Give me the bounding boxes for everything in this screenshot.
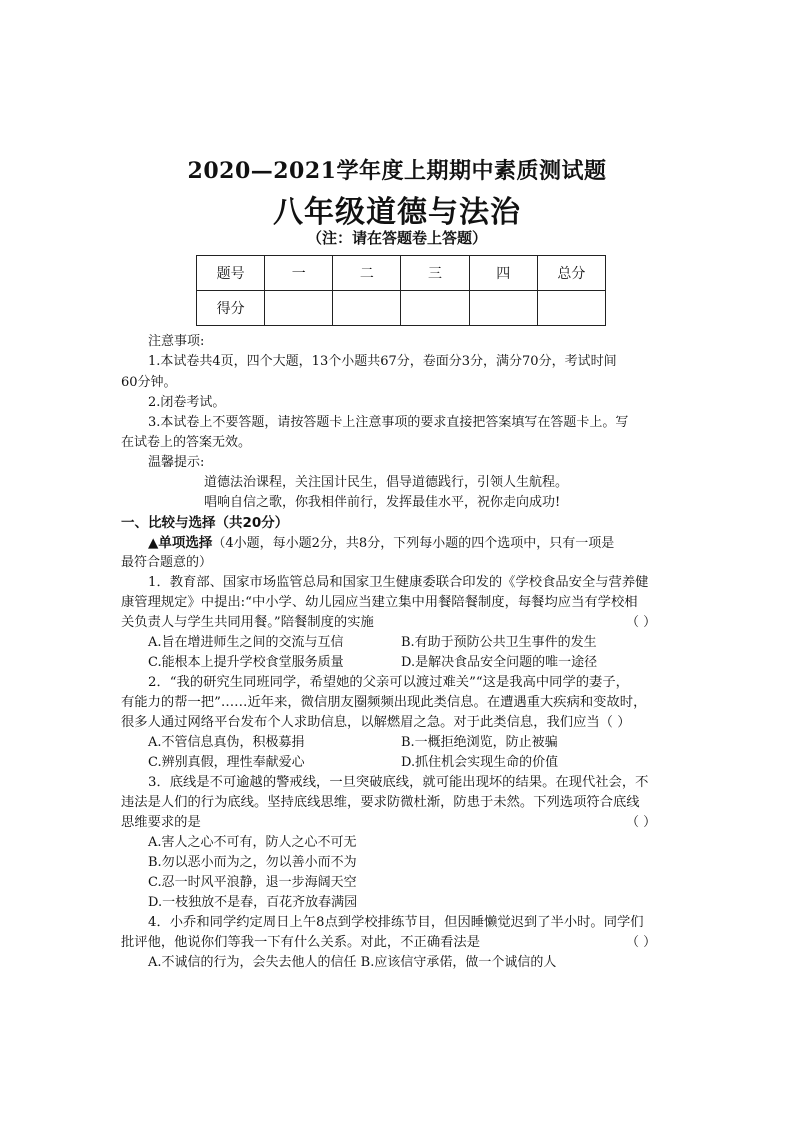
question-4-options-ab: A.不诚信的行为，会失去他人的信任 B.应该信守承偌，做一个诚信的人 bbox=[148, 955, 557, 970]
question-1-line-1: 1．教育部、国家市场监管总局和国家卫生健康委联合印发的《学校食品安全与营养健 bbox=[148, 575, 649, 590]
score-cell bbox=[469, 291, 537, 326]
section-1-instruction-cont: 最符合题意的） bbox=[121, 555, 213, 570]
section-1-title: 一、比较与选择（共20分） bbox=[121, 515, 289, 531]
question-2-option-d: D.抓住机会实现生命的价值 bbox=[401, 755, 559, 770]
tips-line-1: 道德法治课程，关注国计民生，倡导道德践行，引领人生航程。 bbox=[204, 475, 569, 490]
score-header-cell: 一 bbox=[265, 256, 333, 291]
question-2-line-1: 2．“我的研究生同班同学，希望她的父亲可以渡过难关”“这是我高中同学的妻子， bbox=[148, 675, 629, 690]
score-cell bbox=[537, 291, 605, 326]
score-row-label: 得分 bbox=[197, 291, 265, 326]
score-header-cell: 二 bbox=[333, 256, 401, 291]
section-1-instruction bbox=[148, 533, 673, 554]
question-3-line-2: 违法是人们的行为底线。坚持底线思维，要求防微杜渐，防患于未然。下列选项符合底线 bbox=[121, 795, 640, 810]
question-2-line-3: 很多人通过网络平台发布个人求助信息，以解燃眉之急。对于此类信息，我们应当（ ） bbox=[121, 715, 631, 730]
tips-heading: 温馨提示: bbox=[148, 455, 205, 470]
question-3-answer-paren: （ ） bbox=[626, 815, 657, 830]
score-cell bbox=[401, 291, 469, 326]
score-cell bbox=[265, 291, 333, 326]
notice-item-1-cont: 60分钟。 bbox=[121, 375, 177, 390]
question-3-line-3: 思维要求的是 bbox=[121, 815, 201, 830]
score-header-cell: 三 bbox=[401, 256, 469, 291]
score-header-cell: 总分 bbox=[537, 256, 605, 291]
score-header-cell: 四 bbox=[469, 256, 537, 291]
score-table bbox=[196, 255, 606, 326]
question-1-line-2: 康管理规定》中提出:“中小学、幼儿园应当建立集中用餐陪餐制度，每餐均应当有学校相 bbox=[121, 595, 638, 610]
notice-heading: 注意事项: bbox=[148, 334, 205, 349]
single-choice-desc: （4小题，每小题2分，共8分，下列每小题的四个选项中，只有一项是 bbox=[212, 536, 615, 551]
question-1-option-d: D.是解决食品安全问题的唯一途径 bbox=[401, 655, 598, 670]
question-1-line-3: 关负责人与学生共同用餐。”陪餐制度的实施 bbox=[121, 615, 374, 630]
question-2-option-b: B.一概拒绝浏览，防止被骗 bbox=[401, 735, 558, 750]
question-2-option-c: C.辨别真假，理性奉献爱心 bbox=[148, 755, 305, 770]
question-4-answer-paren: （ ） bbox=[626, 935, 657, 950]
question-4-line-2: 批评他，他说你们等我一下有什么关系。对此，不正确看法是 bbox=[121, 935, 481, 950]
question-4-line-1: 4．小乔和同学约定周日上午8点到学校排练节目，但因睡懒觉迟到了半小时。同学们 bbox=[148, 915, 644, 930]
question-3-line-1: 3．底线是不可逾越的警戒线，一旦突破底线，就可能出现坏的结果。在现代社会，不 bbox=[148, 775, 649, 790]
score-cell bbox=[333, 291, 401, 326]
question-2-option-a: A.不管信息真伪，积极募捐 bbox=[148, 735, 305, 750]
question-1-option-a: A.旨在增进师生之间的交流与互信 bbox=[148, 635, 344, 650]
notice-item-1: 1.本试卷共4页，四个大题，13个小题共67分，卷面分3分，满分70分，考试时间 bbox=[148, 354, 617, 369]
question-3-option-d: D.一枝独放不是春，百花齐放春满园 bbox=[148, 895, 358, 910]
question-2-line-2: 有能力的帮一把”……近年来，微信朋友圈频频出现此类信息。在遭遇重大疾病和变故时， bbox=[121, 695, 647, 710]
score-table-score-row bbox=[197, 291, 606, 326]
notice-item-2: 2.闭卷考试。 bbox=[148, 395, 226, 410]
notice-item-3-cont: 在试卷上的答案无效。 bbox=[121, 435, 252, 450]
question-3-option-a: A.害人之心不可有，防人之心不可无 bbox=[148, 835, 357, 850]
score-header-cell: 题号 bbox=[197, 256, 265, 291]
question-3-option-b: B.勿以恶小而为之，勿以善小而不为 bbox=[148, 855, 357, 870]
exam-subject-title: 八年级道德与法治 bbox=[273, 195, 521, 230]
single-choice-label: ▲单项选择 bbox=[148, 535, 213, 551]
question-3-option-c: C.忍一时风平浪静，退一步海阔天空 bbox=[148, 875, 357, 890]
notice-item-3: 3.本试卷上不要答题，请按答题卡上注意事项的要求直接把答案填写在答题卡上。写 bbox=[148, 415, 629, 430]
exam-year-title: 2020—2021学年度上期期中素质测试题 bbox=[187, 158, 607, 184]
question-1-option-c: C.能根本上提升学校食堂服务质量 bbox=[148, 655, 344, 670]
tips-line-2: 唱响自信之歌，你我相伴前行，发挥最佳水平，祝你走向成功! bbox=[204, 495, 561, 510]
exam-note: （注：请在答题卷上答题） bbox=[306, 229, 487, 247]
question-1-option-b: B.有助于预防公共卫生事件的发生 bbox=[401, 635, 597, 650]
question-1-answer-paren: （ ） bbox=[626, 615, 657, 630]
score-table-header-row bbox=[197, 256, 606, 291]
